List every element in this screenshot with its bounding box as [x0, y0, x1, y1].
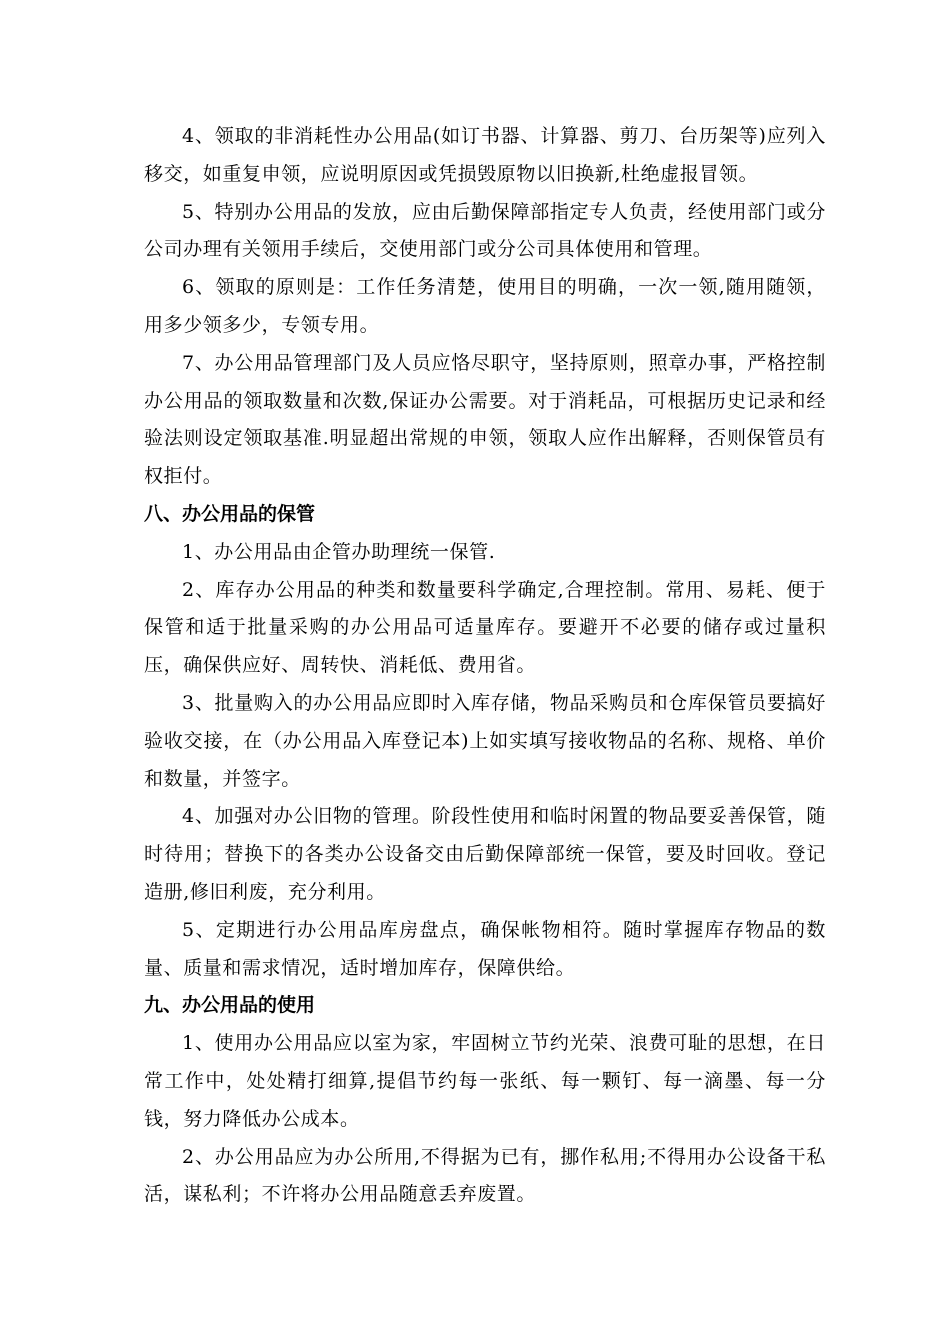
- document-body: [144, 118, 826, 1214]
- paragraph-storage-2: 2、库存办公用品的种类和数量要科学确定,合理控制。常用、易耗、便于保管和适于批量采购的办公用品可适量库存。要避开不必要的储存或过量积压，确保供应好、周转快、消耗低、费用省。: [144, 578, 826, 677]
- paragraph-storage-4: 4、加强对办公旧物的管理。阶段性使用和临时闲置的物品要妥善保管，随时待用；替换下的各类办公设备交由后勤保障部统一保管，要及时回收。登记造册,修旧利废，充分利用。: [144, 805, 826, 903]
- section-heading-usage: 九、办公用品的使用: [144, 994, 316, 1017]
- paragraph-usage-1: 1、使用办公用品应以室为家，牢固树立节约光荣、浪费可耻的思想，在日常工作中，处处精打细算,提倡节约每一张纸、每一颗钉、每一滴墨、每一分钱，努力降低办公成本。: [144, 1032, 826, 1130]
- paragraph-item-7-control: 7、办公用品管理部门及人员应恪尽职守，坚持原则，照章办事，严格控制办公用品的领取数量和次数,保证办公需要。对于消耗品，可根据历史记录和经验法则设定领取基准.明显超出常规的申领，领取人应作出解释，否则保管员有权拒付。: [144, 351, 826, 488]
- paragraph-storage-1: 1、办公用品由企管办助理统一保管.: [182, 540, 496, 563]
- paragraph-usage-2: 2、办公用品应为办公所用,不得据为已有，挪作私用;不得用办公设备干私活，谋私利；不许将办公用品随意丢弃废置。: [144, 1145, 826, 1206]
- paragraph-item-4-nonconsumable: 4、领取的非消耗性办公用品(如订书器、计算器、剪刀、台历架等)应列入移交，如重复申领，应说明原因或凭损毁原物以旧换新,杜绝虚报冒领。: [144, 125, 826, 185]
- paragraph-item-6-principles: 6、领取的原则是：工作任务清楚，使用目的明确，一次一领,随用随领，用多少领多少，专领专用。: [144, 276, 826, 336]
- paragraph-storage-5: 5、定期进行办公用品库房盘点，确保帐物相符。随时掌握库存物品的数量、质量和需求情况，适时增加库存，保障供给。: [144, 918, 826, 979]
- paragraph-storage-3: 3、批量购入的办公用品应即时入库存储，物品采购员和仓库保管员要搞好验收交接，在（办公用品入库登记本)上如实填写接收物品的名称、规格、单价和数量，并签字。: [144, 691, 826, 790]
- section-heading-storage: 八、办公用品的保管: [144, 502, 316, 525]
- paragraph-item-5-special-supplies: 5、特别办公用品的发放，应由后勤保障部指定专人负责，经使用部门或分公司办理有关领用手续后，交使用部门或分公司具体使用和管理。: [144, 200, 826, 261]
